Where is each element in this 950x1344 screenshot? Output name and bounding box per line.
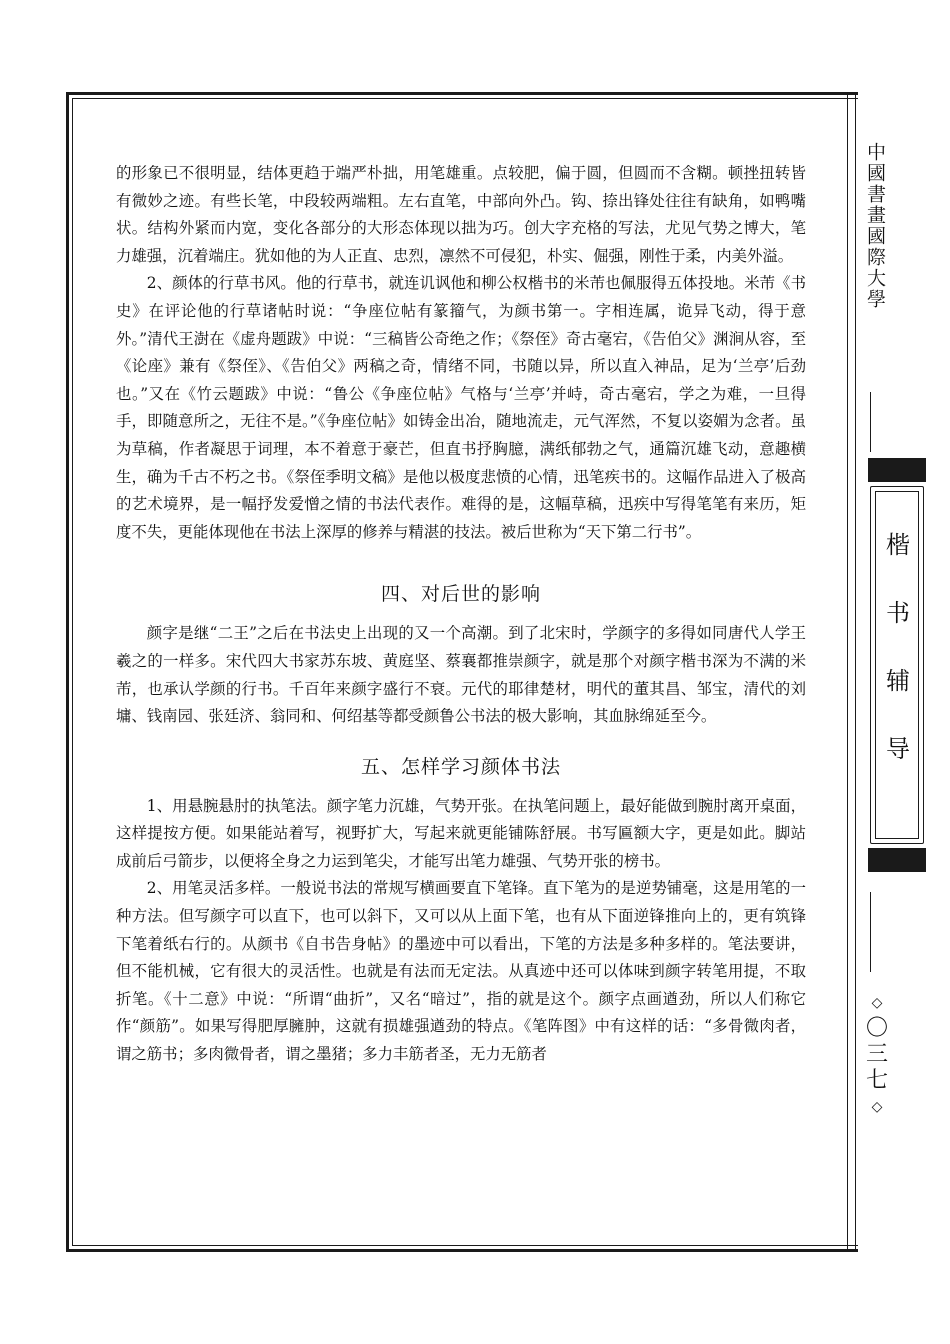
label-bottom-bar <box>868 848 926 872</box>
main-text <box>116 160 806 1069</box>
sidebar-line-upper <box>870 392 871 452</box>
sidebar-line-lower <box>870 892 871 972</box>
diamond-icon: ◇ <box>871 1099 883 1115</box>
section-label-char-2: 书 <box>886 599 910 627</box>
paragraph-brush-holding: 1、用悬腕悬肘的执笔法。颜字笔力沉雄，气势开张。在执笔问题上，最好能做到腕肘离开桌面，这样提按方便。如果能站着写，视野扩大，写起来就更能铺陈舒展。书写匾额大字，更是如此。脚站成前后弓箭步，以便将全身之力运到笔尖，才能写出笔力雄强、气势开张的榜书。 <box>116 796 806 870</box>
side-divider <box>847 92 857 1252</box>
diamond-icon: ◇ <box>871 995 883 1011</box>
page-number-digit-3: 七 <box>865 1068 888 1093</box>
paragraph-brush-technique: 2、用笔灵活多样。一般说书法的常规写横画要直下笔锋。直下笔为的是逆势铺毫，这是用笔的一种方法。但写颜字可以直下，也可以斜下，又可以从上面下笔，也有从下面逆锋推向上的，更有筑锋下笔着纸右行的。从颜书《自书告身帖》的墨迹中可以看出，下笔的方法是多种多样的。笔法要讲，但不能机械，它有很大的灵活性。也就是有法而无定法。从真迹中还可以体味到颜字转笔用提，不取折笔。《十二意》中说：“所谓“曲折”，又名“暗过”，指的就是这个。颜字点画遒劲，所以人们称它作“颜筋”。如果写得肥厚臃肿，这就有损雄强遒劲的特点。《笔阵图》中有这样的话：“多骨微肉者，谓之筋书；多肉微骨者，谓之墨猪；多力丰筋者圣，无力无筋者 <box>116 879 806 1064</box>
university-title: 中國書畫國際大學 <box>864 142 886 310</box>
section-label-char-3: 辅 <box>886 667 910 695</box>
page-number <box>862 990 892 1120</box>
sidebar <box>858 92 950 1252</box>
page-number-digit-1: 〇 <box>865 1016 888 1041</box>
paragraph-influence: 颜字是继“二王”之后在书法史上出现的又一个高潮。到了北宋时，学颜字的多得如同唐代人学王羲之的一样多。宋代四大书家苏东坡、黄庭坚、蔡襄都推崇颜字，就是那个对颜字楷书深为不满的米芾，也承认学颜的行书。千百年来颜字盛行不衰。元代的耶律楚材，明代的董其昌、邹宝，清代的刘墉、钱南园、张廷济、翁同和、何绍基等都受颜鲁公书法的极大影响，其血脉绵延至今。 <box>116 624 806 726</box>
page-number-digit-2: 三 <box>865 1042 888 1067</box>
section-label-char-4: 导 <box>886 735 910 763</box>
label-top-bar <box>868 458 926 482</box>
paragraph-continued: 的形象已不很明显，结体更趋于端严朴拙，用笔雄重。点较肥，偏于圆，但圆而不含糊。顿挫扭转皆有微妙之迹。有些长笔，中段较两端粗。左右直笔，中部向外凸。钩、捺出锋处往往有缺角，如鸭嘴状。结构外紧而内宽，变化各部分的大形态体现以拙为巧。创大字充格的写法，尤见气势之博大，笔力雄强，沉着端庄。犹如他的为人正直、忠烈，凛然不可侵犯，朴实、倔强，刚性于柔，内美外溢。 <box>116 164 806 265</box>
heading-how-to-learn: 五、怎样学习颜体书法 <box>360 755 561 778</box>
section-label-char-1: 楷 <box>886 531 910 559</box>
section-label-box <box>870 486 924 844</box>
heading-influence: 四、对后世的影响 <box>380 583 541 606</box>
paragraph-running-script: 2、颜体的行草书风。他的行草书，就连讥讽他和柳公权楷书的米芾也佩服得五体投地。米芾《书史》在评论他的行草诸帖时说：“争座位帖有篆籀气，为颜书第一。字相连属，诡异飞动，得于意外。”清代王澍在《虚舟题跋》中说：“三稿皆公奇绝之作；《祭侄》奇古毫宕，《告伯父》渊涧从容，至《论座》兼有《祭侄》、《告伯父》两稿之奇，情绪不同，书随以异，所以直入神品，足为‘兰亭’后劲也。”又在《竹云题跋》中说：“鲁公《争座位帖》气格与‘兰亭’并峙，奇古毫宕，学之为难，一旦得手，即随意所之，无往不是。”《争座位帖》如铸金出冶，随地流走，元气浑然，不复以姿媚为念者。虽为草稿，作者凝思于词理，本不着意于豪芒，但直书抒胸臆，满纸郁勃之气，通篇沉雄飞动，意趣横生，确为千古不朽之书。《祭侄季明文稿》是他以极度悲愤的心情，迅笔疾书的。这幅作品进入了极高的艺术境界，是一幅抒发爱憎之情的书法代表作。难得的是，这幅草稿，迅疾中写得笔笔有来历，矩度不失，更能体现他在书法上深厚的修养与精湛的技法。被后世称为“天下第二行书”。 <box>116 274 806 541</box>
